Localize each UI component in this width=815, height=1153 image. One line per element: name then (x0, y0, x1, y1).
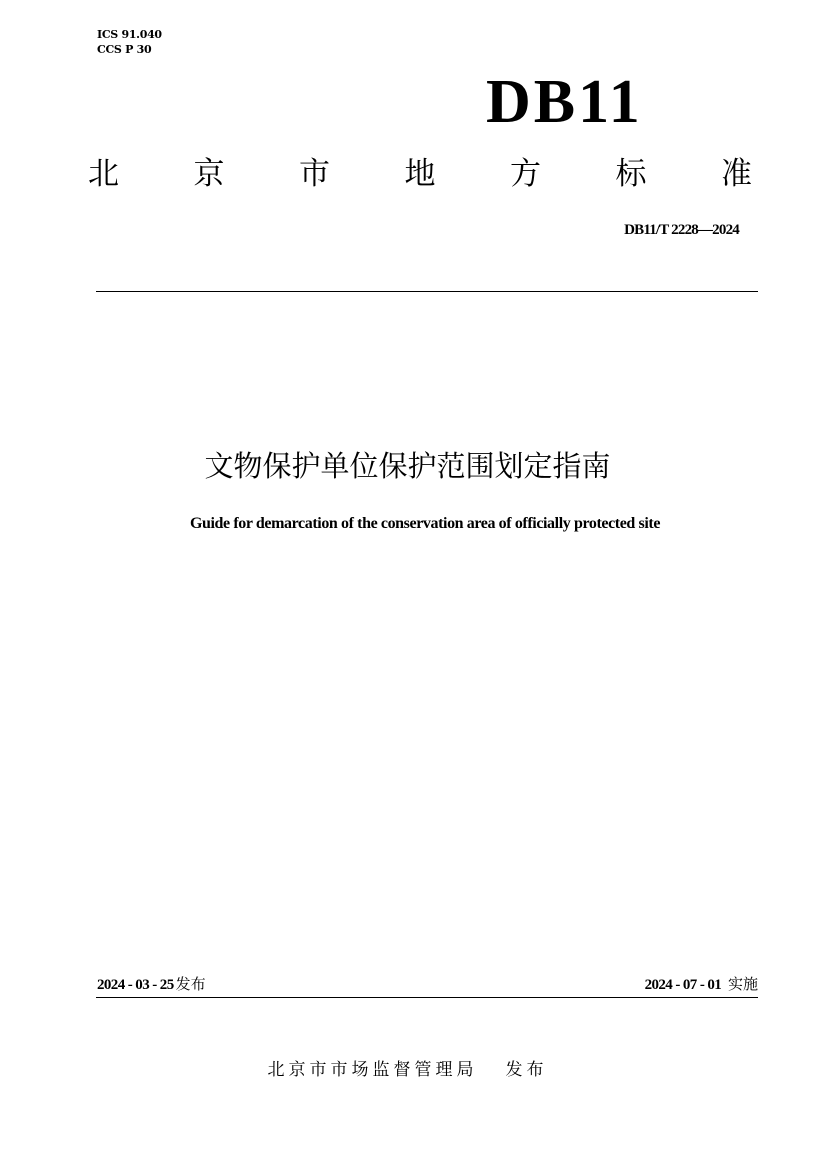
publish-label: 发布 (175, 975, 206, 993)
standard-type-char: 准 (721, 156, 752, 192)
ccs-code: CCS P 30 (97, 43, 152, 56)
effective-label: 实施 (727, 975, 758, 993)
standard-type-char: 地 (404, 156, 436, 192)
standard-type-char: 标 (615, 156, 647, 192)
publisher-line (0, 1055, 815, 1080)
top-divider (96, 291, 758, 292)
standard-type-char: 市 (299, 156, 330, 192)
publisher-name: 北京市市场监督管理局 (267, 1060, 478, 1080)
standard-type-char: 方 (510, 156, 541, 192)
document-title-english: Guide for demarcation of the conservation area of officially protected site (189, 515, 661, 532)
effective-date: 2024 - 07 - 01 (644, 977, 722, 993)
publisher-action: 发布 (505, 1060, 548, 1080)
standard-type-heading (88, 154, 752, 194)
document-title-chinese: 文物保护单位保护范围划定指南 (204, 449, 611, 483)
standard-type-char: 京 (193, 156, 225, 192)
ics-code: ICS 91.040 (97, 28, 162, 41)
effective-date-line (645, 973, 758, 994)
publish-date-line (97, 973, 206, 994)
standard-logo: DB11 (486, 68, 643, 136)
publish-date: 2024 - 03 - 25 (97, 977, 174, 993)
standard-type-char: 北 (88, 156, 119, 192)
bottom-divider (96, 997, 758, 998)
classification-codes (97, 27, 162, 57)
standard-number: DB11/T 2228—2024 (624, 222, 739, 238)
